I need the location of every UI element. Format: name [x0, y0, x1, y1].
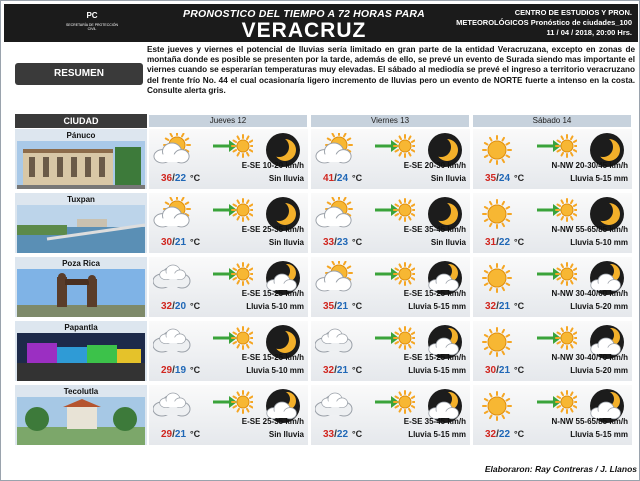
rain-text: Lluvia 5-20 mm: [570, 302, 628, 311]
city-row-label: [15, 257, 147, 319]
temperature: [161, 237, 200, 248]
temp-max: 36: [161, 173, 173, 184]
temperature: [323, 237, 362, 248]
protection-civil-logo: [64, 5, 120, 41]
sun-icon: [477, 133, 517, 167]
rain-text: Lluvia 5-15 mm: [408, 430, 466, 439]
temp-min: 21: [174, 429, 187, 440]
wind-text: E-SE 15-25 km/h: [403, 353, 466, 362]
temp-unit: °C: [514, 301, 525, 311]
temp-max: 41: [323, 173, 335, 184]
cloud-icon: [315, 389, 355, 423]
temp-separator: /: [172, 173, 175, 184]
wind-text: E-SE 35-45 km/h: [403, 225, 466, 234]
forecast-cell: [149, 257, 309, 319]
temp-unit: °C: [190, 237, 201, 247]
wind-text: N-NW 55-65/85 km/h: [551, 225, 628, 234]
wind-icon: [211, 197, 253, 223]
temp-unit: °C: [514, 429, 525, 439]
forecast-cell: [311, 193, 471, 255]
temperature: [323, 365, 362, 376]
sun-icon: [477, 197, 517, 231]
city-name: Tecolutla: [63, 387, 99, 396]
city-name: Poza Rica: [62, 259, 100, 268]
temp-unit: °C: [190, 365, 201, 375]
temp-unit: °C: [352, 237, 363, 247]
temp-max: 31: [485, 237, 497, 248]
cloud-icon: [153, 325, 193, 359]
rain-text: Sin lluvia: [268, 430, 304, 439]
wind-text: E-SE 15-25 km/h: [241, 353, 304, 362]
city-name: Pánuco: [66, 131, 96, 140]
wind-icon: [373, 325, 415, 351]
wind-icon: [373, 197, 415, 223]
forecast-cell: [149, 193, 309, 255]
wind-icon: [535, 261, 577, 287]
rain-text: Lluvia 5-15 mm: [570, 430, 628, 439]
rain-text: Lluvia 5-20 mm: [570, 366, 628, 375]
wind-text: E-SE 25-35 km/h: [241, 417, 304, 426]
cloud-icon: [153, 389, 193, 423]
header-info: [452, 8, 632, 38]
temp-separator: /: [172, 365, 175, 376]
temp-min: 22: [336, 429, 349, 440]
sun-cloud-icon: [153, 197, 193, 231]
temp-max: 35: [323, 301, 335, 312]
rain-text: Sin lluvia: [268, 174, 304, 183]
logo-text: PC: [86, 11, 98, 20]
temp-max: 32: [161, 301, 173, 312]
temp-unit: °C: [514, 365, 525, 375]
forecast-cell: [149, 129, 309, 191]
wind-icon: [535, 325, 577, 351]
temp-max: 29: [161, 365, 173, 376]
temp-separator: /: [334, 237, 337, 248]
day-header-1: Viernes 13: [311, 115, 469, 127]
temp-max: 33: [323, 429, 335, 440]
temp-unit: °C: [514, 237, 525, 247]
temp-separator: /: [334, 173, 337, 184]
city-photo: [17, 141, 145, 189]
rain-text: Lluvia 5-10 mm: [246, 366, 304, 375]
temp-separator: /: [172, 301, 175, 312]
sun-icon: [477, 325, 517, 359]
wind-icon: [211, 133, 253, 159]
forecast-cell: [311, 385, 471, 447]
temp-separator: /: [496, 429, 499, 440]
rain-text: Sin lluvia: [430, 238, 466, 247]
temp-unit: °C: [514, 173, 525, 183]
temp-separator: /: [172, 237, 175, 248]
rain-text: Lluvia 5-15 mm: [408, 366, 466, 375]
temp-min: 23: [336, 237, 349, 248]
temp-separator: /: [334, 429, 337, 440]
temperature: [323, 301, 362, 312]
forecast-cell: [473, 129, 633, 191]
temp-max: 32: [323, 365, 335, 376]
forecast-cell: [149, 321, 309, 383]
header-info-line3: 11 / 04 / 2018, 20:00 Hrs.: [546, 28, 632, 37]
temp-max: 29: [161, 429, 173, 440]
temp-separator: /: [496, 365, 499, 376]
forecast-cell: [473, 321, 633, 383]
temp-min: 22: [498, 237, 511, 248]
temp-min: 21: [336, 365, 349, 376]
temp-max: 33: [323, 237, 335, 248]
temp-separator: /: [496, 237, 499, 248]
sun-cloud-icon: [315, 261, 355, 295]
city-row-label: [15, 321, 147, 383]
wind-icon: [211, 261, 253, 287]
header-info-line1: CENTRO DE ESTUDIOS Y PRON.: [514, 8, 632, 17]
temperature: [485, 429, 524, 440]
sun-cloud-icon: [315, 197, 355, 231]
temp-unit: °C: [190, 301, 201, 311]
temp-unit: °C: [352, 301, 363, 311]
forecast-cell: [473, 193, 633, 255]
sun-icon: [477, 261, 517, 295]
temp-max: 30: [161, 237, 173, 248]
day-header-0: Jueves 12: [149, 115, 307, 127]
temp-unit: °C: [190, 173, 201, 183]
forecast-cell: [473, 385, 633, 447]
page-title-line2: VERACRUZ: [241, 19, 367, 42]
resumen-label: RESUMEN: [15, 63, 143, 85]
city-row-label: [15, 129, 147, 191]
wind-text: N-NW 55-65/85 km/h: [551, 417, 628, 426]
wind-icon: [535, 133, 577, 159]
temperature: [161, 429, 200, 440]
temp-unit: °C: [352, 365, 363, 375]
sun-cloud-icon: [315, 133, 355, 167]
temp-separator: /: [496, 301, 499, 312]
header-info-line2: METEOROLÓGICOS Pronóstico de ciudades_100: [456, 18, 632, 27]
forecast-cell: [311, 321, 471, 383]
temp-min: 21: [336, 301, 349, 312]
temp-max: 35: [485, 173, 497, 184]
temp-separator: /: [334, 301, 337, 312]
temperature: [161, 301, 200, 312]
forecast-cell: [311, 129, 471, 191]
temp-separator: /: [334, 365, 337, 376]
rain-text: Lluvia 5-15 mm: [408, 302, 466, 311]
temp-min: 24: [498, 173, 511, 184]
wind-text: E-SE 20-30 km/h: [403, 161, 466, 170]
cloud-icon: [315, 325, 355, 359]
temp-min: 21: [174, 237, 187, 248]
wind-icon: [535, 389, 577, 415]
rain-text: Lluvia 5-10 mm: [570, 238, 628, 247]
temp-unit: °C: [352, 429, 363, 439]
wind-text: N-NW 20-30/45 km/h: [551, 161, 628, 170]
logo-subtitle: SECRETARÍA DE PROTECCIÓN CIVIL: [65, 23, 119, 31]
wind-text: E-SE 10-20 km/h: [241, 161, 304, 170]
city-column-header: CIUDAD: [15, 114, 147, 128]
cloud-icon: [153, 261, 193, 295]
temp-min: 21: [498, 365, 511, 376]
wind-icon: [211, 325, 253, 351]
city-name: Papantla: [64, 323, 98, 332]
page-title-line1: PRONOSTICO DEL TIEMPO A 72 HORAS PARA: [183, 8, 425, 20]
temp-unit: °C: [352, 173, 363, 183]
temp-unit: °C: [190, 429, 201, 439]
day-header-2: Sábado 14: [473, 115, 631, 127]
temperature: [323, 429, 362, 440]
city-photo: [17, 269, 145, 317]
footer-credits: Elaboraron: Ray Contreras / J. Llanos: [484, 464, 637, 474]
city-photo: [17, 333, 145, 381]
rain-text: Sin lluvia: [268, 238, 304, 247]
temperature: [485, 237, 524, 248]
temperature: [161, 365, 200, 376]
wind-text: E-SE 15-25 km/h: [403, 289, 466, 298]
temperature: [323, 173, 362, 184]
city-photo: [17, 397, 145, 445]
wind-text: E-SE 15-25 km/h: [241, 289, 304, 298]
wind-text: N-NW 30-40/60 km/h: [551, 289, 628, 298]
wind-icon: [373, 133, 415, 159]
temp-min: 24: [336, 173, 349, 184]
temp-max: 32: [485, 301, 497, 312]
city-name: Tuxpan: [67, 195, 95, 204]
forecast-cell: [311, 257, 471, 319]
rain-text: Lluvia 5-15 mm: [570, 174, 628, 183]
temperature: [485, 365, 524, 376]
temp-separator: /: [496, 173, 499, 184]
temp-max: 32: [485, 429, 497, 440]
rain-text: Lluvia 5-10 mm: [246, 302, 304, 311]
forecast-cell: [473, 257, 633, 319]
temp-min: 22: [174, 173, 187, 184]
temp-separator: /: [172, 429, 175, 440]
city-row-label: [15, 193, 147, 255]
forecast-cell: [149, 385, 309, 447]
rain-text: Sin lluvia: [430, 174, 466, 183]
temp-min: 22: [498, 429, 511, 440]
wind-text: E-SE 35-45 km/h: [403, 417, 466, 426]
temp-min: 21: [498, 301, 511, 312]
temp-min: 20: [174, 301, 187, 312]
sun-cloud-icon: [153, 133, 193, 167]
wind-icon: [373, 389, 415, 415]
wind-icon: [211, 389, 253, 415]
city-photo: [17, 205, 145, 253]
wind-icon: [535, 197, 577, 223]
temp-min: 19: [174, 365, 187, 376]
wind-text: E-SE 25-35 km/h: [241, 225, 304, 234]
resumen-text: Este jueves y viernes el potencial de lluvias sería limitado en gran parte de la entidad Veracruzana, excepto en zonas de montaña donde es posible se presenten por la tarde, además de ello, se prevé un evento de Surada siendo mas importante el viernes cuando se esperarían temperaturas muy elevadas. El sábado al mediodía se prevé el ingreso a territorio veracruzano del frente frío No. 44 el cual ocasionaría ligero incremento de lluvias pero un evento de NORTE fuerte a intenso en la costa. Consulte alerta gris.: [147, 45, 635, 95]
temperature: [485, 173, 524, 184]
temperature: [161, 173, 200, 184]
header-bar: [4, 4, 638, 42]
wind-text: N-NW 30-40/70 km/h: [551, 353, 628, 362]
city-row-label: [15, 385, 147, 447]
temperature: [485, 301, 524, 312]
temp-max: 30: [485, 365, 497, 376]
wind-icon: [373, 261, 415, 287]
sun-icon: [477, 389, 517, 423]
